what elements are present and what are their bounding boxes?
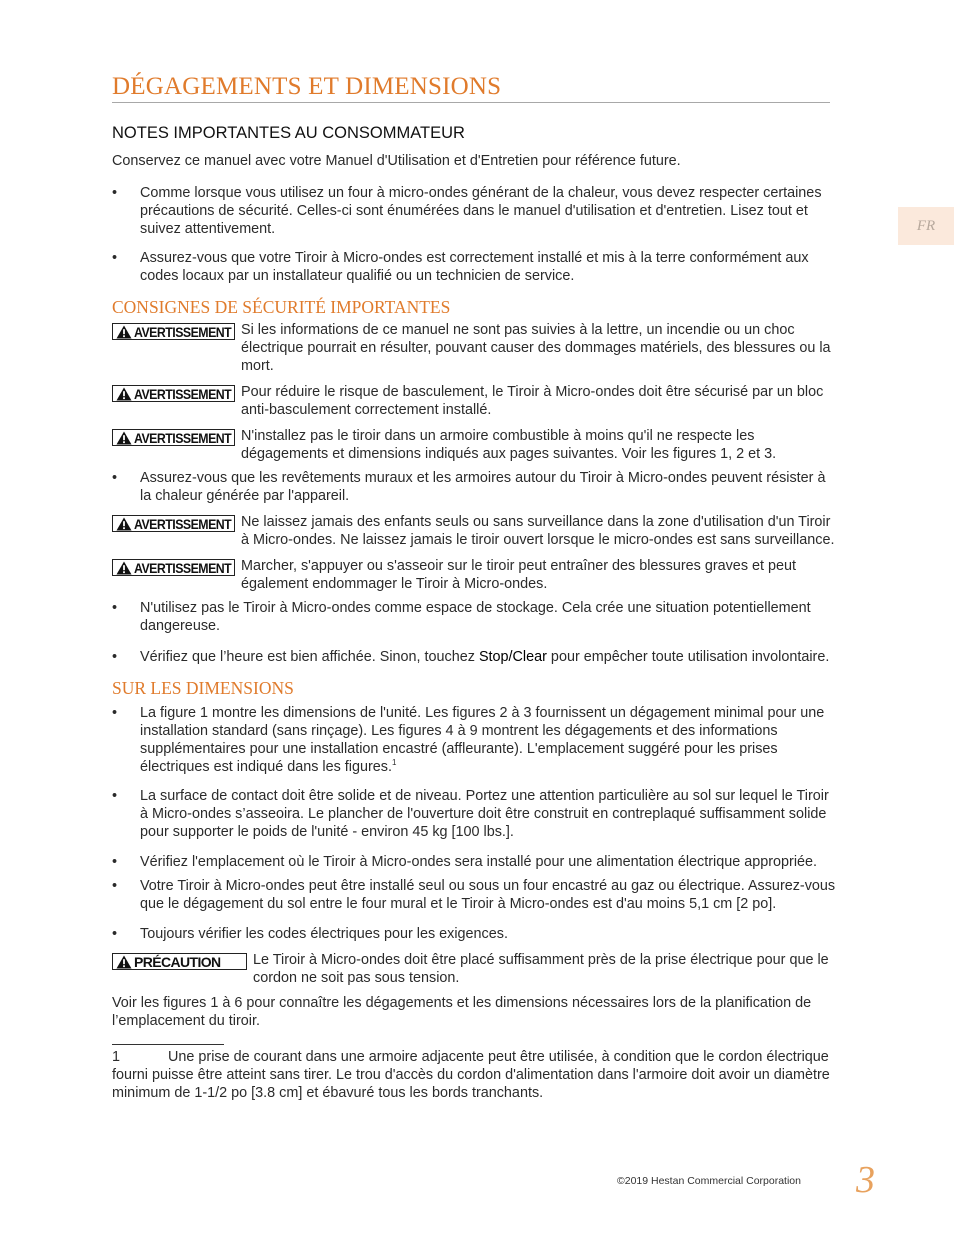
dimensions-bullet-text: Toujours vérifier les codes électriques pour les exigences. bbox=[140, 926, 508, 942]
stop-clear-key-label: Stop/Clear bbox=[478, 649, 547, 665]
list-item bbox=[112, 648, 840, 666]
warning-block bbox=[112, 383, 840, 419]
bullet-dot: • bbox=[112, 250, 118, 266]
bullet-dot: • bbox=[112, 878, 118, 894]
copyright: ©2019 Hestan Commercial Corporation bbox=[617, 1175, 801, 1187]
safety-heading: CONSIGNES DE SÉCURITÉ IMPORTANTES bbox=[112, 297, 451, 317]
safety-bullet-text: Assurez-vous que les revêtements muraux et les armoires autour du Tiroir à Micro-ondes peuvent résister à la chaleur générée par l'appareil. bbox=[140, 470, 826, 504]
consumer-bullet-text: Comme lorsque vous utilisez un four à micro-ondes générant de la chaleur, vous devez respecter certaines précautions de sécurité. Celles-ci sont énumérées dans le manuel d'utilisation et d'entretien. Lisez tout et suivez attentivement. bbox=[140, 185, 822, 237]
bullet-dot: • bbox=[112, 470, 118, 486]
warning-block bbox=[112, 321, 840, 375]
consumer-bullet-text: Assurez-vous que votre Tiroir à Micro-ondes est correctement installé et mis à la terre conformément aux codes locaux par un installateur qualifié ou un technicien de service. bbox=[140, 250, 809, 284]
warning-triangle-icon bbox=[116, 955, 132, 969]
warning-badge bbox=[112, 323, 235, 340]
warning-text: N'installez pas le tiroir dans un armoire combustible à moins qu'il ne respecte les dégagements et dimensions indiqués aux pages suivantes. Voir les figures 1, 2 et 3. bbox=[241, 428, 777, 462]
warning-block bbox=[112, 513, 840, 549]
dimensions-bullet-text: Vérifiez l'emplacement où le Tiroir à Micro-ondes sera installé pour une alimentation électrique appropriée. bbox=[140, 854, 818, 870]
warning-triangle-icon bbox=[116, 517, 132, 531]
footnote-text: Une prise de courant dans une armoire adjacente peut être utilisée, à condition que le cordon électrique fourni puisse être atteint sans tirer. Le trou d'accès du cordon d'alimentation dans l'armoire doit avoir un diamètre minimum de 1-1/2 po [3.8 cm] et ébavuré tous les bords tranchants. bbox=[112, 1049, 830, 1101]
warning-badge bbox=[112, 385, 235, 402]
warning-badge bbox=[112, 515, 235, 532]
list-item bbox=[112, 469, 840, 505]
warning-text: Si les informations de ce manuel ne sont pas suivies à la lettre, un incendie ou un choc électrique pourrait en résulter, pouvant causer des dommages matériels, des blessures ou la mort. bbox=[241, 322, 831, 374]
caution-badge bbox=[112, 953, 247, 970]
dimensions-bullet-text: Votre Tiroir à Micro-ondes peut être installé seul ou sous un four encastré au gaz ou électrique. Assurez-vous que le dégagement du sol entre le four mural et le Tiroir à Micro-ondes est d'au moins 5,1 cm [2 po]. bbox=[140, 878, 836, 912]
list-item bbox=[112, 249, 840, 285]
warning-block bbox=[112, 427, 840, 463]
list-item bbox=[112, 877, 840, 913]
warning-triangle-icon bbox=[116, 325, 132, 339]
warning-text: Pour réduire le risque de basculement, le Tiroir à Micro-ondes doit être sécurisé par un bloc anti-basculement correctement installé. bbox=[241, 384, 824, 418]
bullet-dot: • bbox=[112, 854, 118, 870]
language-tab: FR bbox=[898, 207, 954, 245]
safety-bullet-text: Vérifiez que l’heure est bien affichée. Sinon, touchez bbox=[140, 649, 479, 665]
consumer-notes-heading: NOTES IMPORTANTES AU CONSOMMATEUR bbox=[112, 124, 465, 142]
caution-label: PRÉCAUTION bbox=[134, 953, 221, 970]
footnote-divider bbox=[112, 1044, 224, 1045]
bullet-dot: • bbox=[112, 705, 118, 721]
caution-block bbox=[112, 951, 840, 987]
warning-label: AVERTISSEMENT bbox=[134, 559, 232, 576]
warning-triangle-icon bbox=[116, 561, 132, 575]
footnote-number: 1 bbox=[112, 1049, 121, 1065]
dimensions-bullet-text: La surface de contact doit être solide et de niveau. Portez une attention particulière au sol sur lequel le Tiroir à Micro-ondes s’asseoira. Le plancher de l'ouverture doit être construit en contreplaqué suffisamment solide pour supporter le poids de l'unité - environ 45 kg [100 lbs.]. bbox=[140, 788, 829, 840]
bullet-dot: • bbox=[112, 788, 118, 804]
dimensions-bullet-text: La figure 1 montre les dimensions de l'unité. Les figures 2 à 3 fournissent un dégagement minimal pour une installation standard (sans rinçage). Les figures 4 à 9 montrent les dégagements et des informations supplémentaires pour une installation encastré (affleurante). L'emplacement suggéré pour les prises électriques est indiqué dans les figures. bbox=[140, 705, 825, 775]
dimensions-heading: SUR LES DIMENSIONS bbox=[112, 678, 294, 698]
footnote-ref: 1 bbox=[391, 758, 397, 768]
safety-bullet-text: N'utilisez pas le Tiroir à Micro-ondes comme espace de stockage. Cela crée une situation potentiellement dangereuse. bbox=[140, 600, 811, 634]
page-number: 3 bbox=[856, 1159, 875, 1201]
warning-triangle-icon bbox=[116, 387, 132, 401]
warning-label: AVERTISSEMENT bbox=[134, 429, 232, 446]
warning-text: Ne laissez jamais des enfants seuls ou sans surveillance dans la zone d'utilisation d'un Tiroir à Micro-ondes. Ne laissez jamais le tiroir ouvert lorsque le micro-ondes est sans surveillance. bbox=[241, 514, 835, 548]
bullet-dot: • bbox=[112, 926, 118, 942]
list-item bbox=[112, 925, 840, 943]
bullet-dot: • bbox=[112, 185, 118, 201]
warning-triangle-icon bbox=[116, 431, 132, 445]
list-item bbox=[112, 787, 840, 841]
warning-badge bbox=[112, 559, 235, 576]
warning-block bbox=[112, 557, 840, 593]
footnote bbox=[112, 1048, 840, 1102]
warning-label: AVERTISSEMENT bbox=[134, 515, 232, 532]
bullet-dot: • bbox=[112, 649, 118, 665]
page-content bbox=[112, 122, 840, 1102]
warning-label: AVERTISSEMENT bbox=[134, 385, 232, 402]
list-item bbox=[112, 853, 840, 871]
page-title: DÉGAGEMENTS ET DIMENSIONS bbox=[112, 72, 830, 103]
warning-badge bbox=[112, 429, 235, 446]
list-item bbox=[112, 184, 840, 238]
warning-label: AVERTISSEMENT bbox=[134, 323, 232, 340]
list-item bbox=[112, 704, 840, 776]
list-item bbox=[112, 599, 840, 635]
closing-paragraph: Voir les figures 1 à 6 pour connaître les dégagements et les dimensions nécessaires lors de la planification de l’emplacement du tiroir. bbox=[112, 995, 812, 1029]
bullet-dot: • bbox=[112, 600, 118, 616]
consumer-notes-intro: Conservez ce manuel avec votre Manuel d'Utilisation et d'Entretien pour référence future. bbox=[112, 153, 681, 169]
safety-bullet-text: pour empêcher toute utilisation involontaire. bbox=[546, 649, 830, 665]
caution-text: Le Tiroir à Micro-ondes doit être placé suffisamment près de la prise électrique pour que le cordon ne soit pas sous tension. bbox=[253, 952, 829, 986]
warning-text: Marcher, s'appuyer ou s'asseoir sur le tiroir peut entraîner des blessures graves et peut également endommager le Tiroir à Micro-ondes. bbox=[241, 558, 797, 592]
